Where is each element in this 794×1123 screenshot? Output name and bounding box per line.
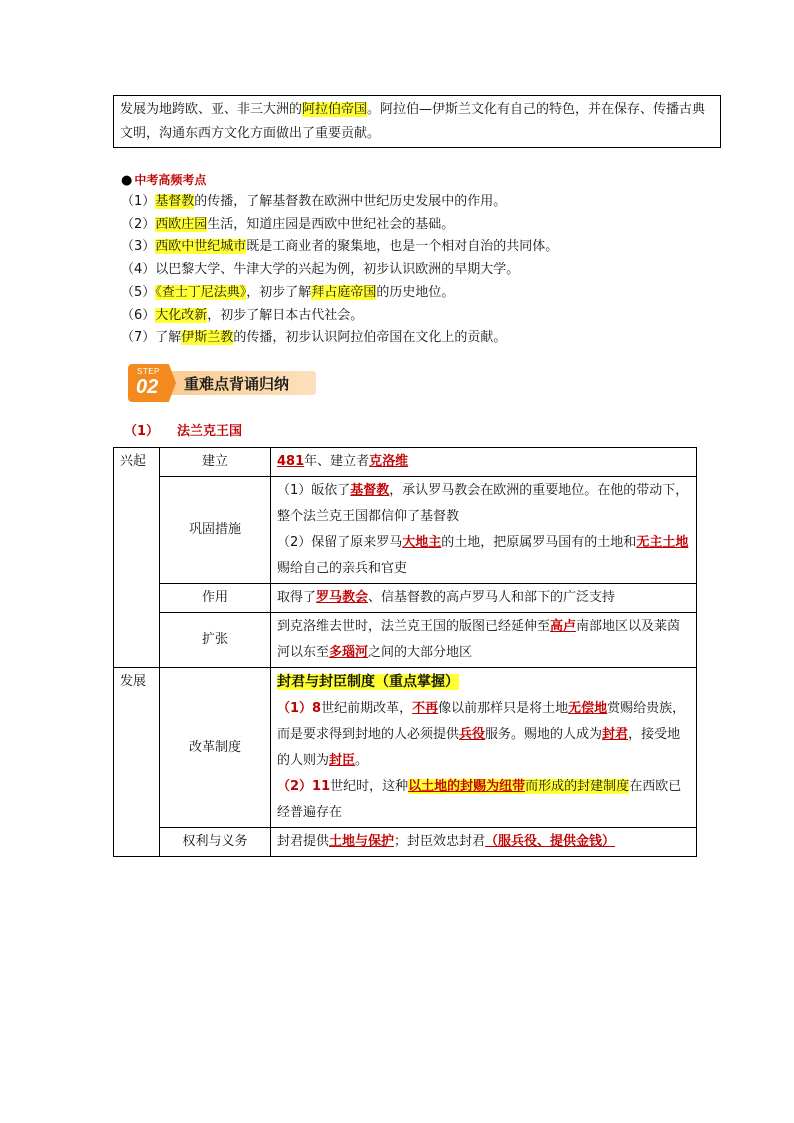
found-text: 年、建立者 bbox=[304, 454, 370, 469]
section-title: 法兰克王国 bbox=[177, 424, 243, 439]
item-num: （6） bbox=[121, 307, 156, 323]
table-row bbox=[114, 477, 697, 584]
cell-expand bbox=[271, 613, 697, 668]
item-num: （2） bbox=[121, 216, 156, 232]
intro-highlight: 阿拉伯帝国 bbox=[302, 102, 368, 117]
item-text: 以巴黎大学、牛津大学的兴起为例，初步认识欧洲的早期大学。 bbox=[155, 262, 520, 278]
table-row bbox=[114, 828, 697, 857]
exam-item-3 bbox=[121, 236, 721, 259]
keyword: 土地与保护 bbox=[329, 834, 395, 849]
item-text-2: 的历史地位。 bbox=[376, 284, 455, 300]
step-number: 02 bbox=[136, 376, 159, 398]
item-text: ，初步了解日本古代社会。 bbox=[207, 307, 364, 323]
cell-rights bbox=[271, 828, 697, 857]
keyword: 高卢 bbox=[550, 619, 577, 634]
frankish-kingdom-table bbox=[113, 447, 697, 857]
text: 服务。赐地的人成为 bbox=[485, 727, 603, 742]
cell-effect bbox=[271, 584, 697, 613]
exam-item-6 bbox=[121, 305, 721, 328]
text: 像以前那样只是将土地 bbox=[438, 701, 569, 716]
keyword: （1）8 bbox=[277, 701, 322, 716]
text: 到克洛维去世时，法兰克王国的版图已经延伸至 bbox=[277, 619, 551, 634]
intro-paragraph bbox=[113, 95, 721, 148]
step-word: STEP bbox=[137, 367, 160, 376]
intro-text-2: 。阿拉伯—伊斯兰文化有自己的特色，并在保存、传播古典文明，沟通东西方文化方面做出了重要贡献。 bbox=[120, 102, 706, 141]
exam-item-1 bbox=[121, 191, 721, 214]
text: 在西欧已经普遍存在 bbox=[277, 779, 682, 820]
consolidate-point-1 bbox=[277, 478, 690, 530]
keyword: 罗马教会 bbox=[316, 590, 369, 605]
item-text: 的传播，了解基督教在欧洲中世纪历史发展中的作用。 bbox=[194, 194, 507, 209]
exam-title-text: 中考高频考点 bbox=[134, 173, 207, 187]
text: 南部地区以及莱茵河以东至 bbox=[277, 619, 681, 660]
text: 世纪时，这种 bbox=[330, 779, 409, 794]
keyword: 无偿地 bbox=[568, 701, 608, 716]
exam-points-section bbox=[121, 170, 721, 350]
table-row bbox=[114, 668, 697, 828]
text: 赐给自己的亲兵和官吏 bbox=[277, 561, 408, 576]
keyword: 不再 bbox=[412, 701, 439, 716]
text: 世纪前期改革， bbox=[321, 701, 413, 716]
text: ；封臣效忠封君 bbox=[394, 834, 486, 849]
section-heading bbox=[124, 420, 242, 439]
item-text: 了解 bbox=[155, 330, 182, 346]
text: ，承认罗马教会在欧洲的重要地位。在他的带动下，整个法兰克王国都信仰了基督教 bbox=[277, 483, 689, 524]
intro-text-1: 发展为地跨欧、亚、非三大洲的 bbox=[120, 102, 303, 117]
item-highlight: 西欧中世纪城市 bbox=[155, 239, 247, 255]
reform-title-text: 封君与封臣制度（重点掌握） bbox=[277, 674, 459, 690]
item-highlight: 伊斯兰教 bbox=[181, 330, 234, 346]
keyword: （服兵役、提供金钱） bbox=[485, 834, 616, 849]
text: ，接受地的人则为 bbox=[277, 727, 681, 768]
section-number: （1） bbox=[124, 424, 160, 439]
label-expand: 扩张 bbox=[160, 613, 271, 668]
item-num: （5） bbox=[121, 284, 156, 300]
item-highlight: 大化改新 bbox=[155, 307, 208, 323]
table-row bbox=[114, 613, 697, 668]
exam-points-title bbox=[121, 170, 721, 191]
text: （1）皈依了 bbox=[277, 483, 351, 498]
label-consolidate: 巩固措施 bbox=[160, 477, 271, 584]
category-rise: 兴起 bbox=[114, 448, 160, 668]
keyword: 兵役 bbox=[459, 727, 486, 742]
reform-title bbox=[277, 669, 690, 696]
label-effect: 作用 bbox=[160, 584, 271, 613]
item-text-2: 的传播，初步认识阿拉伯帝国在文化上的贡献。 bbox=[233, 330, 507, 346]
label-reform: 改革制度 bbox=[160, 668, 271, 828]
bullet-icon: ● bbox=[121, 173, 133, 188]
keyword: 多瑙河 bbox=[329, 645, 369, 660]
item-num: （7） bbox=[121, 330, 156, 346]
cell-found bbox=[271, 448, 697, 477]
text: （2）保留了原来罗马 bbox=[277, 535, 403, 550]
text: 取得了 bbox=[277, 590, 317, 605]
text: 、信基督教的高卢罗马人和部下的广泛支持 bbox=[368, 590, 616, 605]
exam-item-7 bbox=[121, 327, 721, 350]
item-highlight: 西欧庄园 bbox=[155, 216, 208, 232]
text: 之间的大部分地区 bbox=[368, 645, 473, 660]
consolidate-point-2 bbox=[277, 530, 690, 582]
item-highlight-2: 拜占庭帝国 bbox=[311, 284, 377, 300]
step-banner bbox=[128, 364, 318, 402]
item-text: 既是工商业者的聚集地，也是一个相对自治的共同体。 bbox=[246, 239, 559, 255]
keyword: 封君 bbox=[602, 727, 629, 742]
item-num: （1） bbox=[121, 194, 156, 209]
found-year: 481 bbox=[277, 454, 305, 469]
keyword: （2）11 bbox=[277, 779, 331, 794]
text: 。 bbox=[355, 753, 369, 768]
table-row bbox=[114, 448, 697, 477]
reform-point-1 bbox=[277, 696, 690, 774]
exam-item-4 bbox=[121, 259, 721, 282]
item-num: （3） bbox=[121, 239, 156, 255]
keyword: 无主土地 bbox=[636, 535, 689, 550]
item-text: 生活，知道庄园是西欧中世纪社会的基础。 bbox=[207, 216, 455, 232]
category-develop: 发展 bbox=[114, 668, 160, 857]
keyword: 以土地的封赐为纽带 bbox=[408, 779, 526, 794]
exam-item-2 bbox=[121, 214, 721, 237]
step-title: 重难点背诵归纳 bbox=[184, 375, 290, 393]
item-highlight: 《查士丁尼法典》 bbox=[155, 284, 247, 300]
item-num: （4） bbox=[121, 262, 156, 278]
text: 封君提供 bbox=[277, 834, 330, 849]
item-highlight: 基督教 bbox=[155, 194, 195, 209]
table-row bbox=[114, 584, 697, 613]
keyword: 封臣 bbox=[329, 753, 356, 768]
highlight-text: 而形成的封建制度 bbox=[525, 779, 630, 794]
text: 的土地，把原属罗马国有的土地和 bbox=[441, 535, 637, 550]
reform-point-2 bbox=[277, 774, 690, 826]
label-rights: 权利与义务 bbox=[160, 828, 271, 857]
item-text: ，初步了解 bbox=[246, 284, 312, 300]
cell-reform bbox=[271, 668, 697, 828]
cell-consolidate bbox=[271, 477, 697, 584]
label-found: 建立 bbox=[160, 448, 271, 477]
text: 赏赐给贵族，而是要求得到封地的人必须提供 bbox=[277, 701, 686, 742]
keyword: 大地主 bbox=[402, 535, 442, 550]
keyword: 基督教 bbox=[350, 483, 390, 498]
exam-item-5 bbox=[121, 282, 721, 305]
found-name: 克洛维 bbox=[369, 454, 409, 469]
